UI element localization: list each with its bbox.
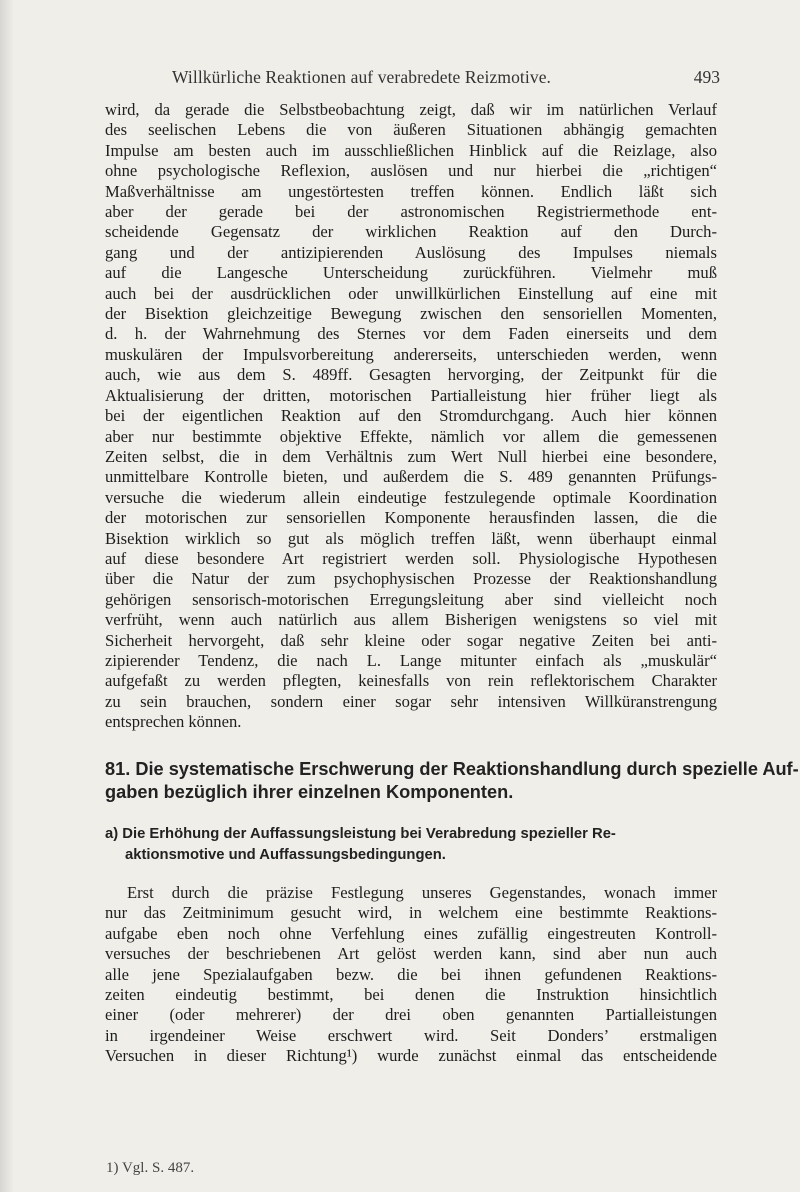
text-line: aber der gerade bei der astronomischen Registriermethode ent- xyxy=(105,202,717,222)
section-heading xyxy=(105,758,799,803)
text-line: unmittelbare Kontrolle bieten, und außerdem die S. 489 genannten Prüfungs- xyxy=(105,467,717,487)
text-line: des seelischen Lebens die von äußeren Situationen abhängig gemachten xyxy=(105,120,717,140)
sub-heading-line: a) Die Erhöhung der Auffassungsleistung bei Verabredung spezieller Re- xyxy=(105,826,616,842)
text-line: Zeiten selbst, die in dem Verhältnis zum Wert Null hierbei eine besondere, xyxy=(105,446,717,466)
text-line: bei der eigentlichen Reaktion auf den Stromdurchgang. Auch hier können xyxy=(105,406,717,426)
text-line: gehörigen sensorisch-motorischen Erregungsleitung aber sind vielleicht noch xyxy=(105,589,717,609)
text-line: Bisektion wirklich so gut als möglich treffen läßt, wenn überhaupt einmal xyxy=(105,528,717,548)
text-line: versuche die wiederum allein eindeutige festzulegende optimale Koordination xyxy=(105,487,717,507)
text-line: auf die Langesche Unterscheidung zurückführen. Vielmehr muß xyxy=(105,263,717,283)
text-line: auch, wie aus dem S. 489ff. Gesagten hervorging, der Zeitpunkt für die xyxy=(105,365,717,385)
paragraph-1 xyxy=(105,100,717,733)
text-line: muskulären der Impulsvorbereitung andererseits, unterschieden werden, wenn xyxy=(105,344,717,364)
footnote: 1) Vgl. S. 487. xyxy=(106,1160,195,1176)
text-line: Maßverhältnisse am ungestörtesten treffen können. Endlich läßt sich xyxy=(105,181,717,201)
text-line: versuches der beschriebenen Art gelöst werden kann, sind aber nun auch xyxy=(105,944,717,964)
text-line: in irgendeiner Weise erschwert wird. Seit Donders’ erstmaligen xyxy=(105,1025,717,1045)
text-line: scheidende Gegensatz der wirklichen Reaktion auf den Durch- xyxy=(105,222,717,242)
text-line: wird, da gerade die Selbstbeobachtung zeigt, daß wir im natürlichen Verlauf xyxy=(105,100,717,119)
section-heading-line: gaben bezüglich ihrer einzelnen Komponenten. xyxy=(105,781,514,802)
text-line: zu sein brauchen, sondern einer sogar sehr intensiven Willküranstrengung xyxy=(105,691,717,711)
text-line: zipierender Tendenz, die nach L. Lange mitunter einfach als „muskulär“ xyxy=(105,650,717,670)
text-line: Sicherheit hervorgeht, daß sehr kleine oder sogar negative Zeiten bei anti- xyxy=(105,630,717,650)
text-line: gang und der antizipierenden Auslösung des Impulses niemals xyxy=(105,242,717,262)
text-line: Versuchen in dieser Richtung¹) wurde zunächst einmal das entscheidende xyxy=(105,1046,717,1066)
text-line: nur das Zeitminimum gesucht wird, in welchem eine bestimmte Reaktions- xyxy=(105,903,717,923)
page-number: 493 xyxy=(693,67,720,87)
page-edge-shadow xyxy=(0,0,14,1192)
paragraph-2 xyxy=(105,883,717,1067)
text-line: aufgefaßt zu werden pflegten, keinesfalls von rein reflektorischem Charakter xyxy=(105,671,717,691)
text-line: zeiten eindeutig bestimmt, bei denen die Instruktion hinsichtlich xyxy=(105,985,717,1005)
sub-heading-line: aktionsmotive und Auffassungsbedingungen. xyxy=(125,847,446,863)
text-line: der Bisektion gleichzeitige Bewegung zwischen den sensoriellen Momenten, xyxy=(105,304,717,324)
text-line: auf diese besondere Art registriert werden soll. Physiologische Hypothesen xyxy=(105,548,717,568)
text-line: Aktualisierung der dritten, motorischen Partialleistung hier früher liegt als xyxy=(105,385,717,405)
text-line: der motorischen zur sensoriellen Komponente herausfinden lassen, die die xyxy=(105,508,717,528)
text-line: einer (oder mehrerer) der drei oben genannten Partialleistungen xyxy=(105,1005,717,1025)
text-line: alle jene Spezialaufgaben bezw. die bei ihnen gefundenen Reaktions- xyxy=(105,964,717,984)
text-line: Impulse am besten auch im ausschließlichen Hinblick auf die Reizlage, also xyxy=(105,140,717,160)
text-line: d. h. der Wahrnehmung des Sternes vor dem Faden einerseits und dem xyxy=(105,324,717,344)
section-heading-line: 81. Die systematische Erschwerung der Reaktionshandlung durch spezielle Auf- xyxy=(105,759,799,779)
text-line: aber nur bestimmte objektive Effekte, nämlich vor allem die gemessenen xyxy=(105,426,717,446)
running-title: Willkürliche Reaktionen auf verabredete Reizmotive. xyxy=(172,67,552,87)
text-line: über die Natur der zum psychophysischen Prozesse der Reaktionshandlung xyxy=(105,569,717,589)
text-line: entsprechen können. xyxy=(105,712,242,732)
text-line: Erst durch die präzise Festlegung unseres Gegenstandes, wonach immer xyxy=(127,883,717,902)
sub-heading xyxy=(105,824,717,866)
text-line: aufgabe eben noch ohne Verfehlung eines zufällig eingestreuten Kontroll- xyxy=(105,923,717,943)
text-line: auch bei der ausdrücklichen oder unwillkürlichen Einstellung auf eine mit xyxy=(105,283,717,303)
text-line: verfrüht, wenn auch natürlich aus allem Bisherigen wenigstens so viel mit xyxy=(105,610,717,630)
text-line: ohne psychologische Reflexion, auslösen und nur hierbei die „richtigen“ xyxy=(105,161,717,181)
